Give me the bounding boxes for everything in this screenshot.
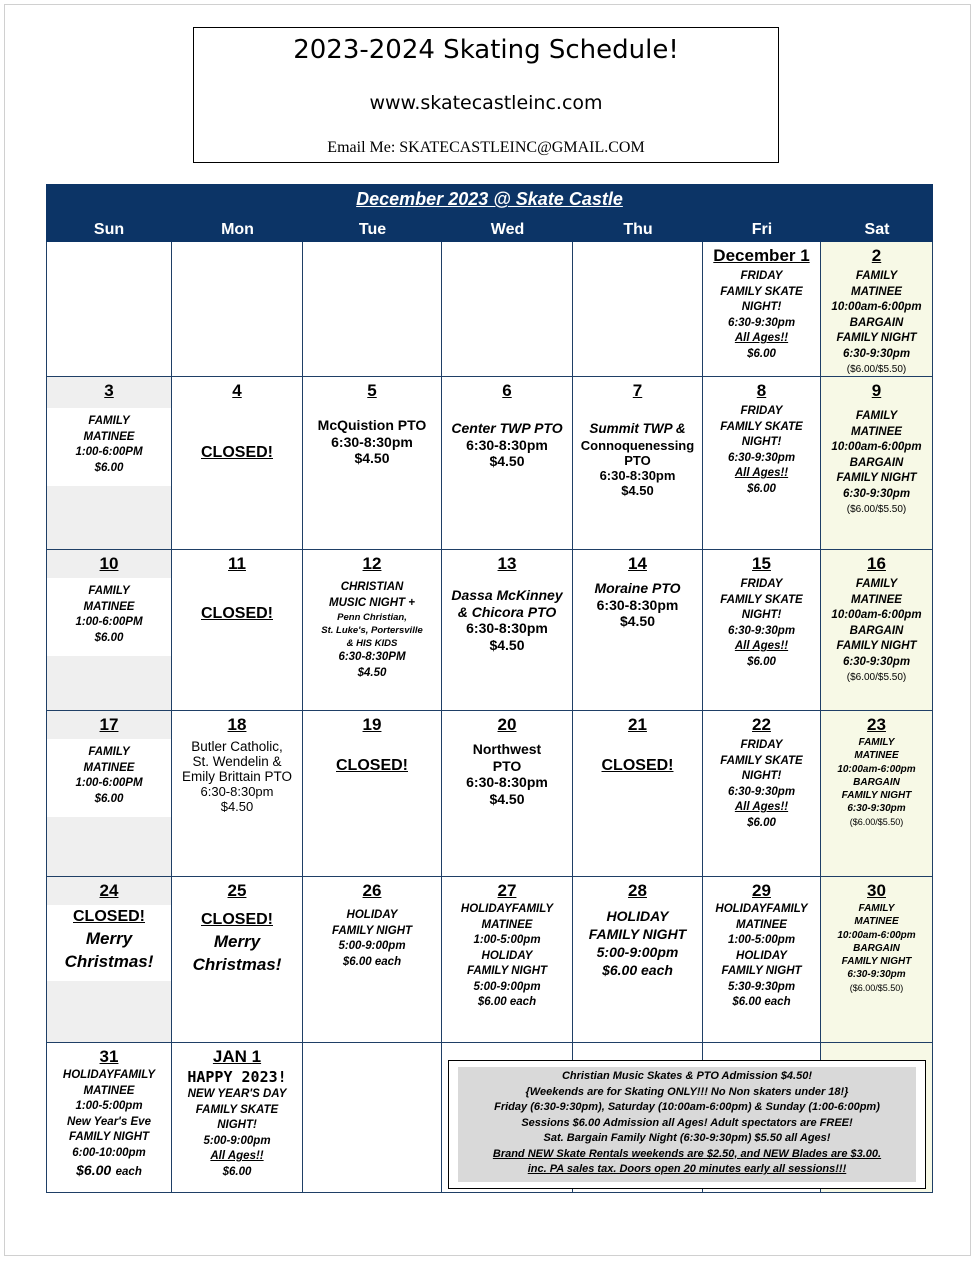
- event-line: 6:30-8:30PM: [338, 651, 406, 663]
- event-line: $4.50: [354, 450, 390, 466]
- event-line: $6.00 each: [732, 996, 791, 1008]
- day-cell-empty: [573, 242, 703, 377]
- event-line: New Year's Eve: [67, 1115, 151, 1128]
- event-line: 6:30-9:30pm: [727, 451, 796, 464]
- event-line: 1:00-6:00PM: [75, 777, 143, 789]
- event-line: FAMILY NIGHT: [836, 472, 917, 484]
- calendar-title: December 2023 @ Skate Castle: [356, 189, 623, 209]
- event-line: $6.00: [747, 655, 776, 668]
- day-cell-dec-4: [172, 377, 303, 550]
- day-cell-dec-23: [821, 711, 933, 877]
- day-number: 24: [47, 881, 171, 901]
- day-cell-dec-11: [172, 550, 303, 711]
- event-line: HOLIDAY: [606, 908, 669, 924]
- day-number: 4: [232, 381, 242, 400]
- holiday-greeting: Merry: [85, 929, 133, 948]
- event-line: 10:00am-6:00pm: [831, 609, 922, 621]
- event-line: FRIDAY: [740, 270, 783, 282]
- event-line: NIGHT!: [741, 301, 782, 313]
- event-line: 6:30-9:30pm: [727, 785, 796, 798]
- event-line: MATINEE: [851, 285, 902, 298]
- event-line: FRIDAY: [740, 739, 783, 751]
- event-line: Butler Catholic,: [191, 739, 283, 754]
- note-line: Friday (6:30-9:30pm), Saturday (10:00am-6:00pm) & Sunday (1:00-6:00pm): [494, 1101, 880, 1113]
- event-line: MATINEE: [83, 1084, 135, 1097]
- note-line: Sat. Bargain Family Night (6:30-9:30pm) $5.50 all Ages!: [543, 1132, 831, 1144]
- event-line: 1:00-6:00PM: [75, 616, 143, 628]
- day-number: 7: [632, 381, 643, 400]
- day-number: 10: [47, 554, 171, 574]
- event-line: BARGAIN: [853, 942, 900, 954]
- event-line: $4.50: [619, 613, 656, 629]
- closed-label: CLOSED!: [201, 444, 273, 461]
- day-cell-empty: [303, 1043, 442, 1193]
- day-cell-dec-2: [821, 242, 933, 377]
- event-line: 10:00am-6:00pm: [837, 763, 916, 775]
- event-line: BARGAIN: [849, 624, 904, 637]
- event-line: 5:00-9:00pm: [203, 1134, 271, 1147]
- event-line: St. Luke's, Portersville: [321, 625, 423, 636]
- day-cell-dec-30: [821, 877, 933, 1043]
- event-line: All Ages!!: [734, 640, 789, 652]
- dow-sun: Sun: [93, 221, 125, 238]
- event-line: 6:30-8:30pm: [466, 436, 548, 453]
- event-line: ($6.00/$5.50): [846, 672, 907, 683]
- event-line: FAMILY NIGHT: [68, 1131, 150, 1143]
- closed-label: CLOSED!: [601, 757, 674, 774]
- event-line: $6.00: [747, 347, 776, 360]
- event-line: 6:30-8:30pm: [466, 620, 548, 636]
- page-title: 2023-2024 Skating Schedule!: [293, 35, 679, 65]
- event-line: 5:30-9:30pm: [727, 980, 796, 993]
- day-cell-dec-7: [573, 377, 703, 550]
- event-line: MATINEE: [736, 918, 787, 931]
- event-line: MATINEE: [481, 918, 533, 931]
- event-line: PTO: [492, 757, 522, 774]
- event-line: FAMILY: [855, 410, 898, 422]
- day-number: 27: [497, 881, 517, 900]
- calendar-grid: [46, 242, 933, 1193]
- event-line: ($6.00/$5.50): [849, 982, 904, 993]
- event-line: FAMILY SKATE: [720, 285, 803, 298]
- day-cell-dec-9: [821, 377, 933, 550]
- event-line: $4.50: [489, 453, 525, 469]
- event-line: 6:30-8:30pm: [466, 774, 548, 790]
- note-line: Christian Music Skates & PTO Admission $4.50!: [561, 1070, 813, 1082]
- event-line: HOLIDAY: [346, 909, 398, 921]
- event-line: MATINEE: [851, 593, 902, 606]
- holiday-greeting: Merry: [213, 932, 261, 951]
- day-cell-jan-1: [172, 1043, 303, 1193]
- event-line: FAMILY NIGHT: [331, 924, 413, 937]
- event-line: 5:00-9:00pm: [338, 940, 406, 952]
- day-cell-dec-25: [172, 877, 303, 1043]
- day-cell-dec-14: [573, 550, 703, 711]
- day-number: 29: [752, 881, 771, 900]
- event-price: $6.00: [76, 1162, 112, 1178]
- event-line: $6.00: [747, 482, 776, 495]
- website-text: www.skatecastleinc.com: [369, 92, 603, 114]
- day-number: 18: [227, 715, 247, 734]
- event-line: FAMILY NIGHT: [466, 965, 548, 977]
- day-number: 26: [362, 881, 382, 900]
- event-line: HOLIDAY: [481, 949, 533, 962]
- day-cell-dec-15: [703, 550, 821, 711]
- event-line: 10:00am-6:00pm: [831, 301, 922, 313]
- email-text: Email Me: SKATECASTLEINC@GMAIL.COM: [327, 139, 645, 156]
- event-line: Moraine PTO: [594, 580, 681, 596]
- event-line: 5:00-9:00pm: [473, 980, 541, 993]
- day-cell-dec-6: [442, 377, 573, 550]
- event-line: $6.00 each: [602, 962, 673, 978]
- event-line: 6:30-8:30pm: [200, 784, 274, 799]
- event-line: FAMILY: [855, 578, 898, 590]
- event-line: Summit TWP &: [589, 421, 686, 436]
- day-number: 12: [362, 554, 382, 573]
- day-number: 2: [871, 246, 882, 265]
- day-cell-dec-1: [703, 242, 821, 377]
- event-line: MATINEE: [83, 430, 135, 443]
- event-line: $4.50: [489, 790, 525, 807]
- event-line: FAMILY SKATE: [720, 754, 803, 767]
- event-line: MATINEE: [854, 750, 899, 762]
- event-line: FAMILY NIGHT: [588, 926, 687, 942]
- event-line: McQuistion PTO: [317, 417, 427, 433]
- calendar-header: [46, 184, 933, 242]
- closed-label: CLOSED!: [201, 911, 273, 928]
- dow-sat: Sat: [864, 221, 890, 238]
- day-cell-dec-26: [303, 877, 442, 1043]
- day-cell-dec-31: [46, 1043, 172, 1193]
- day-number: 13: [497, 554, 517, 573]
- event-line: & HIS KIDS: [346, 638, 398, 649]
- event-line: & Chicora PTO: [457, 603, 557, 620]
- event-line: 1:00-6:00PM: [75, 446, 143, 458]
- event-line: Dassa McKinney: [451, 587, 563, 603]
- event-line: FAMILY SKATE: [720, 420, 803, 433]
- event-line: 6:30-9:30pm: [727, 316, 796, 329]
- pricing-notes: [458, 1067, 916, 1182]
- day-cell-dec-13: [442, 550, 573, 711]
- day-number: 17: [47, 715, 171, 735]
- event-line: MUSIC NIGHT +: [329, 596, 415, 609]
- day-number: 9: [871, 381, 882, 400]
- event-line: FAMILY: [858, 737, 895, 748]
- event-line: 10:00am-6:00pm: [831, 441, 922, 453]
- event-line: 1:00-5:00pm: [473, 934, 541, 946]
- day-number: 22: [752, 715, 771, 734]
- day-number: 28: [628, 881, 647, 900]
- day-number: 31: [99, 1047, 119, 1066]
- day-number: 25: [227, 881, 247, 900]
- day-number: JAN 1: [212, 1047, 262, 1066]
- day-number: 23: [867, 715, 886, 734]
- note-line: Brand NEW Skate Rentals weekends are $2.50, and NEW Blades are $3.00.: [492, 1147, 882, 1160]
- event-line: Penn Christian,: [337, 612, 407, 623]
- event-line: FAMILY NIGHT: [721, 965, 802, 977]
- event-line: PTO: [624, 452, 651, 468]
- event-line: each: [115, 1166, 142, 1178]
- day-number: 6: [502, 381, 512, 400]
- closed-label: CLOSED!: [73, 908, 145, 925]
- event-line: 6:30-8:30pm: [596, 596, 679, 613]
- event-line: FAMILY: [88, 585, 130, 597]
- event-line: Emily Brittain PTO: [181, 769, 293, 784]
- day-cell-empty: [303, 242, 442, 377]
- day-number: 30: [867, 881, 886, 900]
- event-line: NIGHT!: [741, 436, 782, 448]
- event-line: $6.00: [222, 1165, 252, 1178]
- event-line: MATINEE: [854, 916, 899, 928]
- event-line: $6.00: [94, 792, 124, 805]
- event-line: $4.50: [357, 666, 387, 679]
- event-line: 6:30-8:30pm: [599, 467, 676, 483]
- note-line: {Weekends are for Skating ONLY!!! No Non skaters under 18!}: [525, 1085, 849, 1098]
- event-line: 6:30-9:30pm: [847, 803, 906, 815]
- holiday-greeting: Christmas!: [192, 955, 282, 974]
- day-cell-dec-18: [172, 711, 303, 877]
- event-line: All Ages!!: [734, 332, 789, 344]
- event-line: FAMILY: [858, 903, 895, 914]
- event-line: FAMILY: [855, 270, 898, 282]
- dow-thu: Thu: [623, 221, 653, 238]
- event-line: All Ages!!: [734, 801, 789, 813]
- day-number: 16: [867, 554, 886, 573]
- note-line: inc. PA sales tax. Doors open 20 minutes early all sessions!!!: [527, 1163, 847, 1175]
- day-cell-dec-17: [46, 711, 172, 877]
- event-line: MATINEE: [83, 761, 135, 774]
- event-line: $6.00: [747, 816, 776, 829]
- day-number: 21: [628, 715, 647, 734]
- event-line: BARGAIN: [849, 456, 904, 469]
- event-line: BARGAIN: [849, 316, 904, 329]
- event-line: 6:30-8:30pm: [331, 433, 413, 450]
- event-line: ($6.00/$5.50): [849, 816, 904, 827]
- event-line: FRIDAY: [740, 578, 783, 590]
- event-line: FAMILY: [88, 746, 130, 758]
- event-line: FAMILY NIGHT: [841, 956, 912, 968]
- day-number: 20: [497, 715, 517, 734]
- event-line: 10:00am-6:00pm: [837, 929, 916, 941]
- day-cell-dec-21: [573, 711, 703, 877]
- event-line: All Ages!!: [210, 1150, 264, 1162]
- event-line: 6:30-9:30pm: [842, 655, 911, 668]
- event-line: FAMILY NIGHT: [836, 640, 917, 652]
- day-number: 3: [47, 381, 171, 401]
- day-cell-dec-19: [303, 711, 442, 877]
- event-line: 6:30-9:30pm: [842, 347, 911, 360]
- event-line: ($6.00/$5.50): [846, 504, 907, 515]
- event-line: $4.50: [489, 636, 525, 653]
- event-line: NEW YEAR'S DAY: [187, 1088, 287, 1100]
- event-line: $6.00 each: [342, 955, 402, 968]
- day-cell-dec-27: [442, 877, 573, 1043]
- event-line: Connoquenessing: [580, 437, 695, 453]
- closed-label: CLOSED!: [336, 757, 408, 774]
- day-number: 19: [362, 715, 382, 734]
- day-cell-dec-29: [703, 877, 821, 1043]
- day-cell-dec-10: [46, 550, 172, 711]
- note-line: Sessions $6.00 Admission all Ages! Adult spectators are FREE!: [521, 1116, 853, 1129]
- event-line: 6:00-10:00pm: [72, 1146, 146, 1159]
- day-cell-empty: [442, 242, 573, 377]
- event-line: HOLIDAY: [736, 949, 787, 962]
- happy-new-year-label: HAPPY 2023!: [187, 1068, 287, 1086]
- event-line: FAMILY: [88, 415, 130, 427]
- event-line: FRIDAY: [740, 405, 783, 417]
- day-number: 5: [367, 381, 377, 400]
- day-cell-empty: [172, 242, 303, 377]
- day-number: 14: [628, 554, 647, 573]
- event-line: $6.00: [94, 631, 124, 644]
- day-cell-dec-12: [303, 550, 442, 711]
- event-line: FAMILY NIGHT: [841, 790, 912, 802]
- event-line: NIGHT!: [741, 770, 782, 782]
- event-line: All Ages!!: [734, 467, 789, 479]
- event-line: HOLIDAYFAMILY: [460, 903, 554, 915]
- event-line: $6.00 each: [477, 996, 537, 1008]
- event-line: CHRISTIAN: [340, 581, 404, 593]
- day-cell-dec-20: [442, 711, 573, 877]
- dow-wed: Wed: [490, 221, 525, 238]
- pricing-notes-box: [448, 1060, 926, 1189]
- day-number: December 1: [713, 246, 810, 265]
- event-line: $4.50: [220, 799, 254, 814]
- event-line: 6:30-9:30pm: [842, 487, 911, 500]
- event-line: FAMILY NIGHT: [836, 332, 917, 344]
- event-line: 1:00-5:00pm: [727, 934, 796, 946]
- day-cell-dec-5: [303, 377, 442, 550]
- event-line: 6:30-9:30pm: [847, 969, 906, 981]
- event-line: Northwest: [472, 741, 542, 757]
- event-line: $6.00: [94, 461, 124, 474]
- day-number: 11: [228, 554, 246, 573]
- day-cell-dec-24: [46, 877, 172, 1043]
- event-line: NIGHT!: [741, 609, 782, 621]
- event-line: St. Wendelin &: [192, 754, 282, 769]
- event-line: FAMILY SKATE: [720, 593, 803, 606]
- event-line: Center TWP PTO: [451, 420, 563, 436]
- event-line: HOLIDAYFAMILY: [715, 903, 808, 915]
- event-line: $4.50: [621, 482, 654, 498]
- event-line: 6:30-9:30pm: [727, 624, 796, 637]
- holiday-greeting: Christmas!: [64, 952, 154, 971]
- dow-fri: Fri: [751, 221, 773, 238]
- day-cell-dec-8: [703, 377, 821, 550]
- event-line: NIGHT!: [217, 1119, 257, 1131]
- event-line: MATINEE: [83, 600, 135, 613]
- dow-mon: Mon: [221, 221, 254, 238]
- event-line: 1:00-5:00pm: [75, 1100, 143, 1112]
- event-line: MATINEE: [851, 425, 902, 438]
- day-cell-dec-22: [703, 711, 821, 877]
- event-line: ($6.00/$5.50): [846, 364, 907, 375]
- event-line: HOLIDAYFAMILY: [62, 1069, 156, 1081]
- day-cell-dec-16: [821, 550, 933, 711]
- event-line: 5:00-9:00pm: [596, 944, 679, 960]
- day-number: 8: [756, 381, 767, 400]
- day-cell-empty: [46, 242, 172, 377]
- event-line: BARGAIN: [853, 776, 900, 788]
- day-cell-dec-3: [46, 377, 172, 550]
- day-cell-dec-28: [573, 877, 703, 1043]
- day-number: 15: [752, 554, 771, 573]
- schedule-header: [193, 27, 779, 163]
- dow-tue: Tue: [358, 221, 387, 238]
- event-line: FAMILY SKATE: [195, 1103, 279, 1116]
- closed-label: CLOSED!: [201, 605, 273, 622]
